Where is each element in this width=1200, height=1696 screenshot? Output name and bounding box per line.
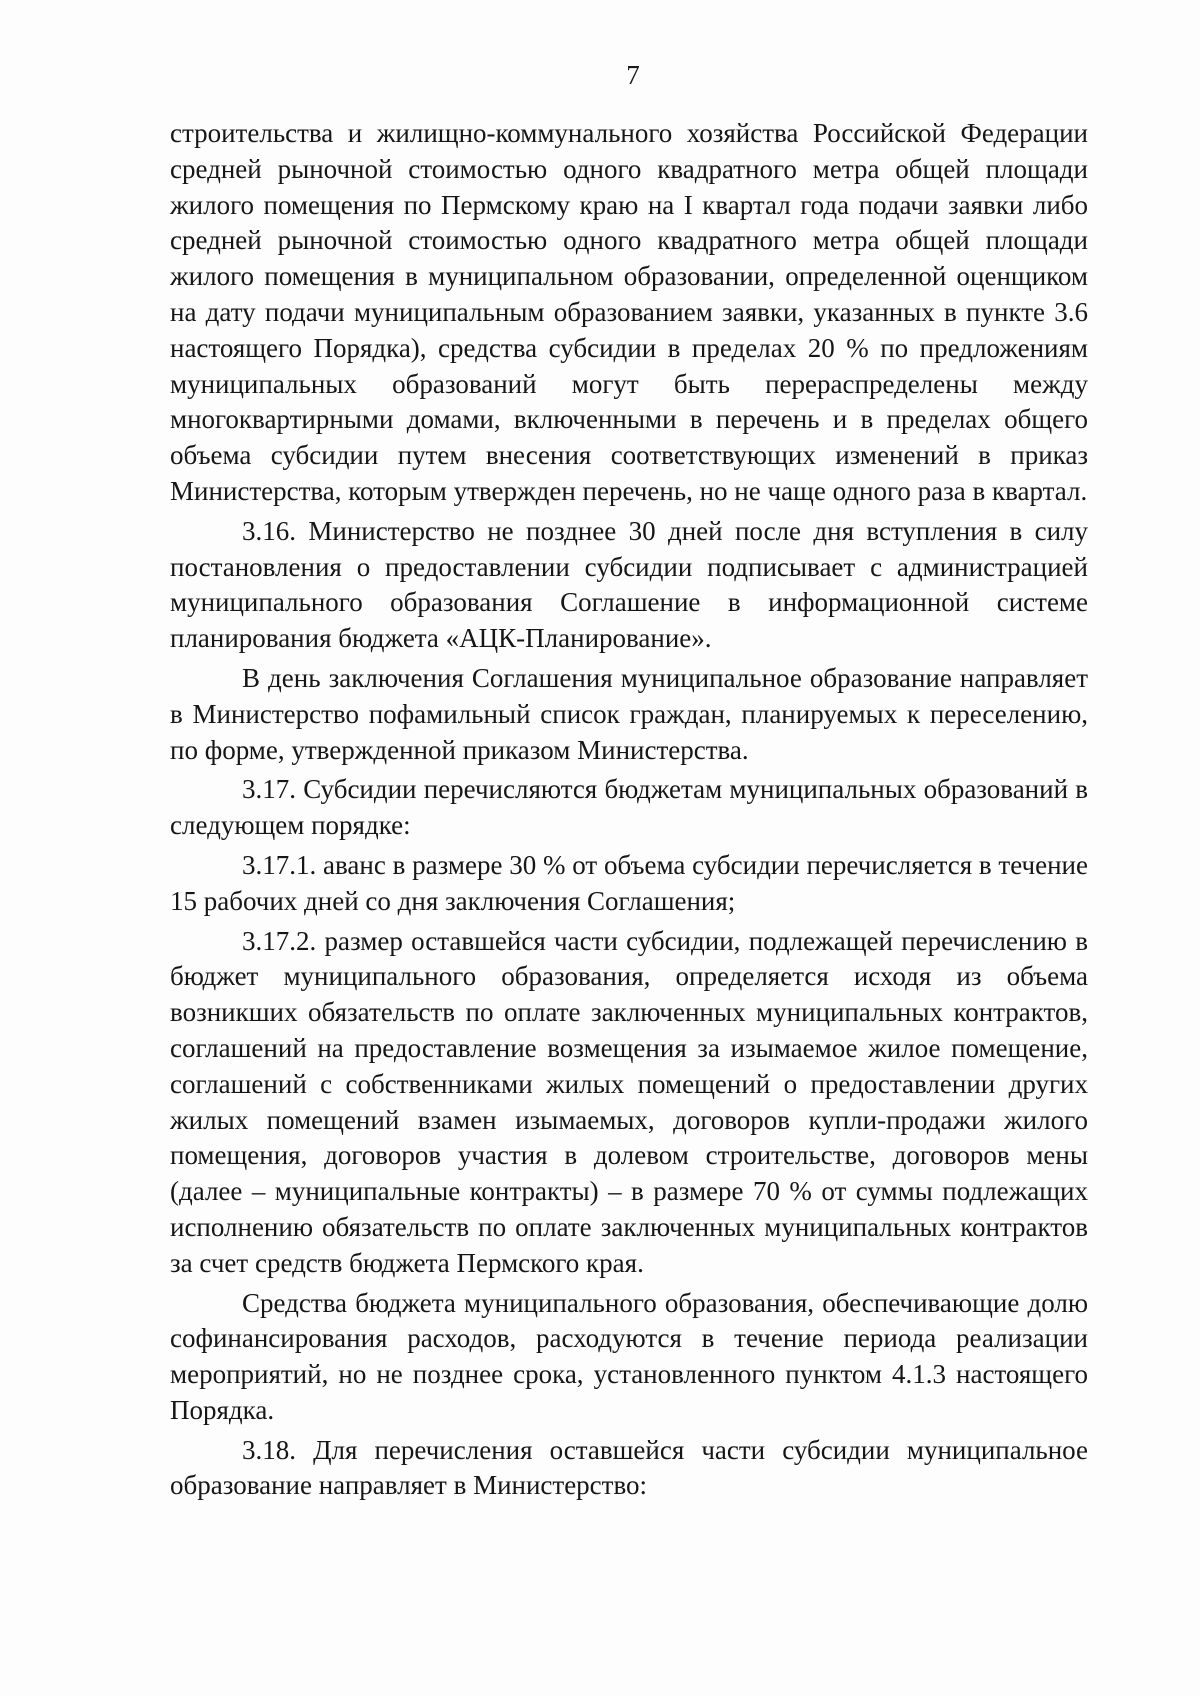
- paragraph-cofinancing: Средства бюджета муниципального образования, обеспечивающие долю софинансирования расходов, расходуются в течение периода реализации мероприятий, но не позднее срока, установленного пунктом 4.1.3 настоящего Порядка.: [170, 1287, 1088, 1425]
- paragraph-continuation: строительства и жилищно-коммунального хозяйства Российской Федерации средней рыночной стоимостью одного квадратного метра общей площади жилого помещения по Пермскому краю на I квартал года подачи заявки либо средней рыночной стоимостью одного квадратного метра общей площади жилого помещения в муниципальном образовании, определенной оценщиком на дату подачи муниципальным образованием заявки, указанных в пункте 3.6 настоящего Порядка), средства субсидии в пределах 20 % по предложениям муниципальных образований могут быть перераспределены между многоквартирными домами, включенными в перечень и в пределах общего объема субсидии путем внесения соответствующих изменений в приказ Министерства, которым утвержден перечень, но не чаще одного раза в квартал.: [170, 118, 1088, 506]
- paragraph-3-17-1: 3.17.1. аванс в размере 30 % от объема субсидии перечисляется в течение 15 рабочих дней со дня заключения Соглашения;: [170, 849, 1088, 916]
- paragraph-3-17-2: 3.17.2. размер оставшейся части субсидии, подлежащей перечислению в бюджет муниципального образования, определяется исходя из объема возникших обязательств по оплате заключенных муниципальных контрактов, соглашений на предоставление возмещения за изымаемое жилое помещение, соглашений с собственниками жилых помещений о предоставлении других жилых помещений взамен изымаемых, договоров купли-продажи жилого помещения, договоров участия в долевом строительстве, договоров мены (далее – муниципальные контракты) – в размере 70 % от суммы подлежащих исполнению обязательств по оплате заключенных муниципальных контрактов за счет средств бюджета Пермского края.: [170, 925, 1088, 1278]
- paragraph-3-16: 3.16. Министерство не позднее 30 дней после дня вступления в силу постановления о предоставлении субсидии подписывает с администрацией муниципального образования Соглашение в информационной системе планирования бюджета «АЦК-Планирование».: [170, 515, 1088, 654]
- paragraph-3-17: 3.17. Субсидии перечисляются бюджетам муниципальных образований в следующем порядке:: [170, 774, 1088, 841]
- document-body: [170, 116, 1088, 1508]
- paragraph-3-18: 3.18. Для перечисления оставшейся части субсидии муниципальное образование направляет в Министерство:: [170, 1434, 1088, 1501]
- page-number: 7: [626, 60, 640, 90]
- paragraph-3-16-agreement-day: В день заключения Соглашения муниципальное образование направляет в Министерство пофамильный список граждан, планируемых к переселению, по форме, утвержденной приказом Министерства.: [170, 662, 1088, 765]
